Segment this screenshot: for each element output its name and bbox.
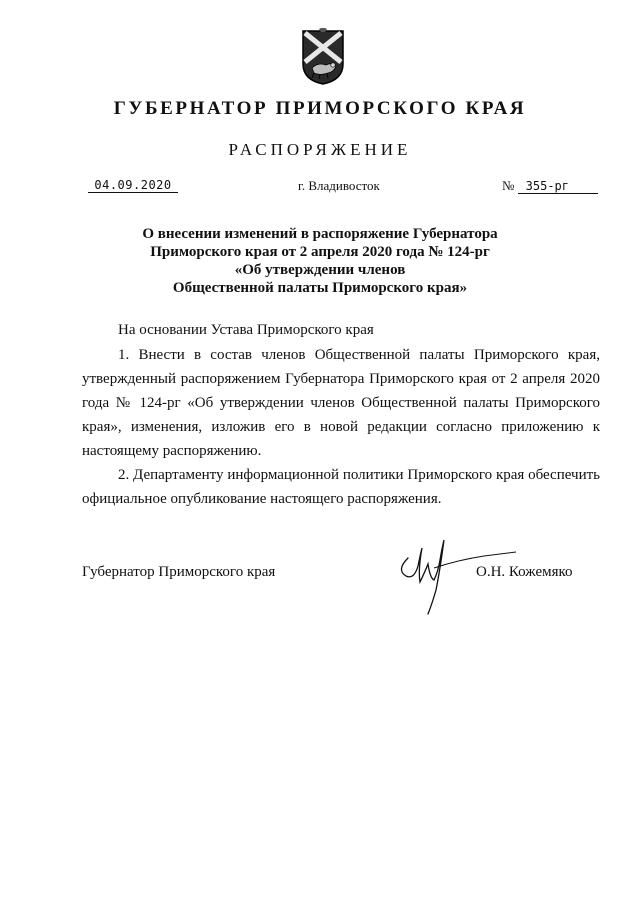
organization-title: ГУБЕРНАТОР ПРИМОРСКОГО КРАЯ: [113, 98, 527, 119]
document-heading: [0, 225, 640, 297]
heading-line: Общественной палаты Приморского края»: [172, 280, 468, 296]
coat-of-arms-icon: [300, 28, 346, 86]
clause-1: 1. Внести в состав членов Общественной палаты Приморского края, утвержденный распоряжением Губернатора Приморского края от 2 апреля 2020 года № 124-рг «Об утверждении членов Общественной палаты Приморского края», изменения, изложив его в новой редакции согласно приложению к настоящему распоряжению.: [82, 347, 600, 459]
clause-2: 2. Департаменту информационной политики Приморского края обеспечить официальное опубликование настоящего распоряжения.: [82, 467, 600, 507]
document-date: 04.09.2020: [88, 178, 178, 193]
signatory-name: О.Н. Кожемяко: [476, 564, 573, 580]
document-number: 355-рг: [518, 179, 598, 194]
heading-line: Приморского края от 2 апреля 2020 года № 124-рг: [150, 244, 490, 260]
number-prefix: №: [502, 178, 515, 193]
heading-line: О внесении изменений в распоряжение Губернатора: [142, 226, 498, 242]
document-type: РАСПОРЯЖЕНИЕ: [228, 140, 412, 159]
signatory-position: Губернатор Приморского края: [82, 564, 276, 580]
legal-basis: На основании Устава Приморского края: [118, 322, 374, 338]
document-number-field: [502, 178, 598, 194]
heading-line: «Об утверждении членов: [234, 262, 406, 278]
document-city: г. Владивосток: [298, 178, 380, 193]
